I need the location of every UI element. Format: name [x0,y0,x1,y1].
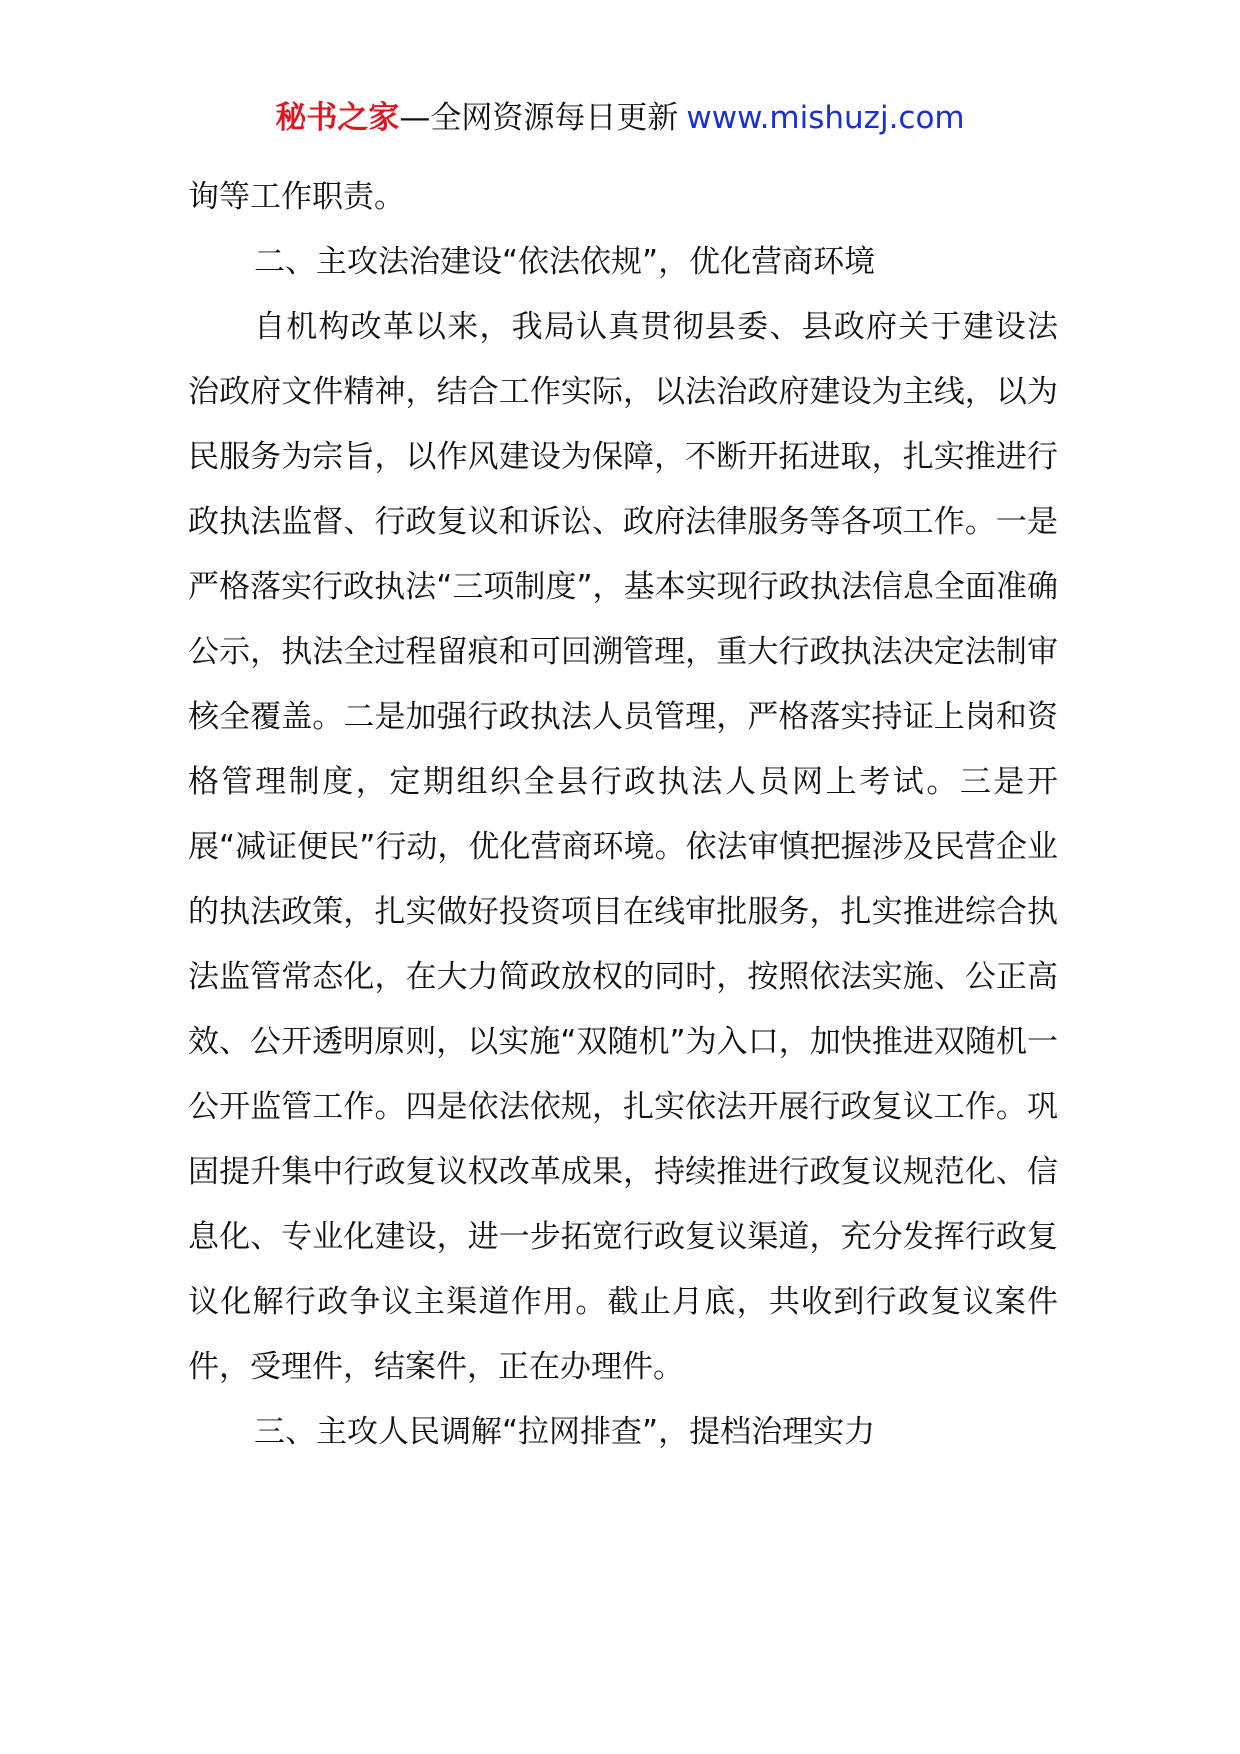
site-brand: 秘书之家 [275,100,400,136]
section-2-heading: 二、主攻法治建设“依法依规”，优化营商环境 [254,244,876,280]
section-3-heading: 三、主攻人民调解“拉网排查”，提档治理实力 [254,1414,876,1450]
continuation-paragraph: 询等工作职责。 [188,179,405,215]
site-url-link[interactable]: www.mishuzj.com [686,100,965,136]
site-slogan: —全网资源每日更新 [399,100,679,136]
document-body [188,165,1058,1465]
section-2-paragraph: 自机构改革以来，我局认真贯彻县委、县政府关于建设法治政府文件精神，结合工作实际，以法治政府建设为主线，以为民服务为宗旨，以作风建设为保障，不断开拓进取，扎实推进行政执法监督、行政复议和诉讼、政府法律服务等各项工作。一是严格落实行政执法“三项制度”，基本实现行政执法信息全面准确公示，执法全过程留痕和可回溯管理，重大行政执法决定法制审核全覆盖。二是加强行政执法人员管理，严格落实持证上岗和资格管理制度，定期组织全县行政执法人员网上考试。三是开展“减证便民”行动，优化营商环境。依法审慎把握涉及民营企业的执法政策，扎实做好投资项目在线审批服务，扎实推进综合执法监管常态化，在大力简政放权的同时，按照依法实施、公正高效、公开透明原则，以实施“双随机”为入口，加快推进双随机一公开监管工作。四是依法依规，扎实依法开展行政复议工作。巩固提升集中行政复议权改革成果，持续推进行政复议规范化、信息化、专业化建设，进一步拓宽行政复议渠道，充分发挥行政复议化解行政争议主渠道作用。截止月底，共收到行政复议案件件，受理件，结案件，正在办理件。 [188,309,1058,1385]
site-header [0,96,1240,140]
